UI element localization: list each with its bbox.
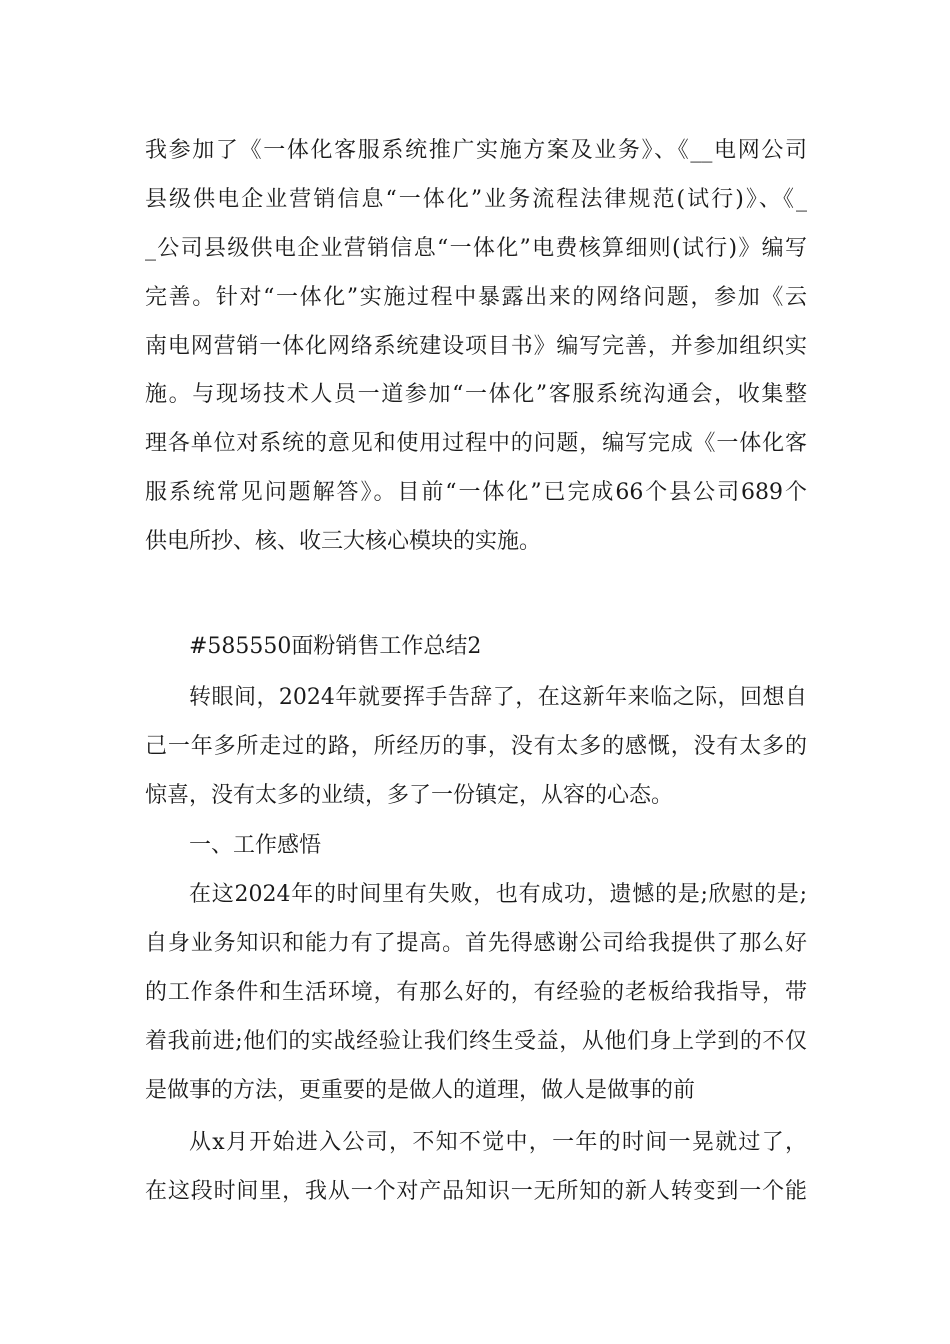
text-line: 施。与现场技术人员一道参加“一体化”客服系统沟通会，收集整 (145, 382, 807, 408)
text-line: 南电网营销一体化网络系统建设项目书》编写完善，并参加组织实 (145, 333, 807, 359)
section-heading (189, 623, 807, 672)
paragraph-2 (145, 674, 807, 821)
heading-text: 一、工作感悟 (189, 833, 322, 858)
text-line: 是做事的方法，更重要的是做人的道理，做人是做事的前 (145, 1077, 696, 1103)
text-line: 转眼间，2024年就要挥手告辞了，在这新年来临之际，回想自 (189, 685, 807, 710)
text-line: 我参加了《一体化客服系统推广实施方案及业务》、《__电网公司 (145, 138, 807, 163)
text-line: 在这2024年的时间里有失败，也有成功，遗憾的是;欣慰的是; (189, 882, 807, 907)
text-line: 在这段时间里，我从一个对产品知识一无所知的新人转变到一个能 (145, 1178, 807, 1204)
text-line: 自身业务知识和能力有了提高。首先得感谢公司给我提供了那么好 (145, 930, 807, 956)
text-line: 县级供电企业营销信息“一体化”业务流程法律规范(试行)》、《_ (145, 186, 807, 212)
text-line: 惊喜，没有太多的业绩，多了一份镇定，从容的心态。 (145, 782, 674, 808)
text-line: 供电所抄、核、收三大核心模块的实施。 (145, 529, 542, 555)
text-line: 从x月开始进入公司，不知不觉中，一年的时间一晃就过了， (189, 1130, 807, 1155)
subsection-heading (189, 822, 807, 871)
text-line: 的工作条件和生活环境，有那么好的，有经验的老板给我指导，带 (145, 979, 807, 1005)
text-line: 服系统常见问题解答》。目前“一体化”已完成66个县公司689个 (145, 480, 807, 506)
paragraph-3 (145, 871, 807, 1115)
text-line: 己一年多所走过的路，所经历的事，没有太多的感慨，没有太多的 (145, 733, 807, 759)
text-line: 完善。针对“一体化”实施过程中暴露出来的网络问题，参加《云 (145, 284, 807, 310)
paragraph-1 (145, 127, 807, 567)
text-line: 理各单位对系统的意见和使用过程中的问题，编写完成《一体化客 (145, 431, 807, 457)
paragraph-4 (145, 1119, 807, 1217)
text-line: 着我前进;他们的实战经验让我们终生受益，从他们身上学到的不仅 (145, 1028, 807, 1054)
heading-text: #585550面粉销售工作总结2 (189, 634, 482, 659)
text-line: _公司县级供电企业营销信息“一体化”电费核算细则(试行)》编写 (145, 235, 807, 261)
